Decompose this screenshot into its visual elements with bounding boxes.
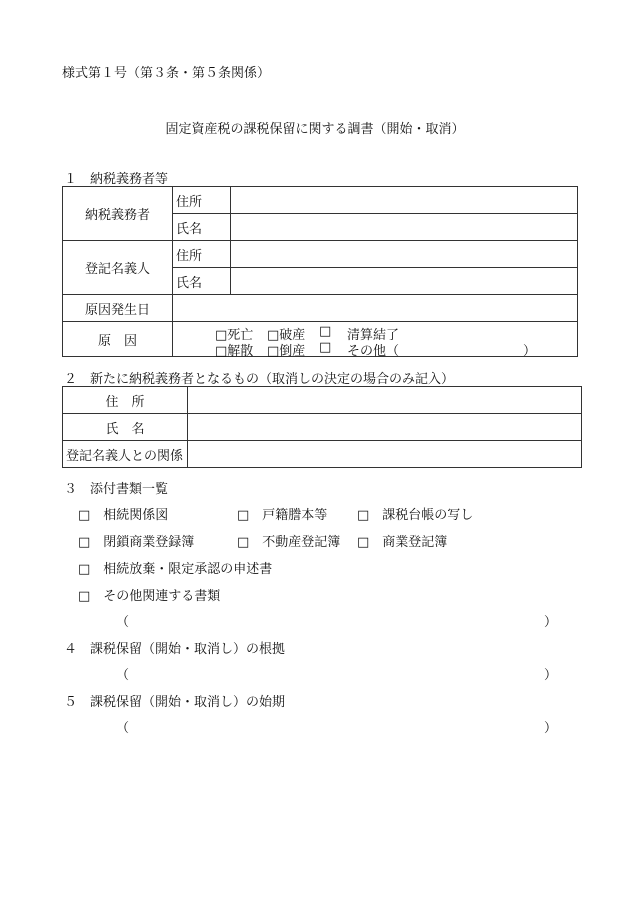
new-name-label: 氏 名 (63, 414, 188, 441)
cause-date-label: 原因発生日 (63, 295, 173, 322)
form-number: 様式第１号（第３条・第５条関係） (62, 66, 271, 81)
owner-name-label: 氏名 (173, 268, 231, 295)
cause-option-liquidation-label: 清算結了 (347, 327, 400, 343)
doc-closed-commercial-register[interactable]: □ 閉鎖商業登録簿 (78, 535, 195, 550)
section4-heading: ４ 課税保留（開始・取消し）の根拠 (64, 642, 286, 657)
section4-open-paren: （ (116, 668, 130, 683)
cause-option-dissolution[interactable]: □解散 (215, 343, 254, 359)
page-title: 固定資産税の課税保留に関する調書（開始・取消） (165, 122, 465, 137)
new-address-label: 住 所 (63, 387, 188, 414)
cause-option-insolvency[interactable]: □倒産 (267, 343, 306, 359)
doc-other-related[interactable]: □ その他関連する書類 (78, 589, 221, 604)
section4-close-paren: ） (544, 668, 558, 683)
doc-real-estate-register[interactable]: □ 不動産登記簿 (237, 535, 341, 550)
taxpayer-label: 納税義務者 (63, 187, 173, 241)
section3-close-paren: ） (544, 615, 558, 630)
owner-address-field[interactable] (231, 241, 578, 268)
cause-option-other-checkbox[interactable]: □ (319, 339, 332, 355)
section1-heading: １ 納税義務者等 (64, 172, 169, 187)
registered-owner-label: 登記名義人 (63, 241, 173, 295)
owner-address-label: 住所 (173, 241, 231, 268)
section3-open-paren: （ (116, 615, 130, 630)
new-name-field[interactable] (188, 414, 582, 441)
section5-open-paren: （ (116, 721, 130, 736)
cause-option-other-close-paren: ） (523, 343, 537, 359)
section5-close-paren: ） (544, 721, 558, 736)
cause-option-death[interactable]: □死亡 (215, 327, 254, 343)
section2-heading: ２ 新たに納税義務者となるもの（取消しの決定の場合のみ記入） (64, 372, 455, 387)
relation-field[interactable] (188, 441, 582, 468)
doc-commercial-register[interactable]: □ 商業登記簿 (357, 535, 448, 550)
taxpayer-address-field[interactable] (231, 187, 578, 214)
new-taxpayer-table (62, 386, 582, 468)
section3-heading: ３ 添付書類一覧 (64, 482, 169, 497)
doc-renunciation-statement[interactable]: □ 相続放棄・限定承認の申述書 (78, 562, 273, 577)
cause-date-field[interactable] (173, 295, 578, 322)
relation-label: 登記名義人との関係 (63, 441, 188, 468)
taxpayer-name-field[interactable] (231, 214, 578, 241)
doc-inheritance-chart[interactable]: □ 相続関係図 (78, 508, 169, 523)
taxpayer-name-label: 氏名 (173, 214, 231, 241)
new-address-field[interactable] (188, 387, 582, 414)
section5-heading: ５ 課税保留（開始・取消し）の始期 (64, 695, 286, 710)
cause-option-liquidation-checkbox[interactable]: □ (319, 323, 332, 339)
cause-option-bankruptcy[interactable]: □破産 (267, 327, 306, 343)
doc-tax-ledger-copy[interactable]: □ 課税台帳の写し (357, 508, 474, 523)
owner-name-field[interactable] (231, 268, 578, 295)
taxpayer-address-label: 住所 (173, 187, 231, 214)
taxpayer-table (62, 186, 578, 357)
cause-options-cell (173, 322, 578, 357)
cause-label: 原 因 (63, 322, 173, 357)
cause-option-other-label: その他（ (347, 343, 400, 359)
doc-family-register[interactable]: □ 戸籍謄本等 (237, 508, 328, 523)
